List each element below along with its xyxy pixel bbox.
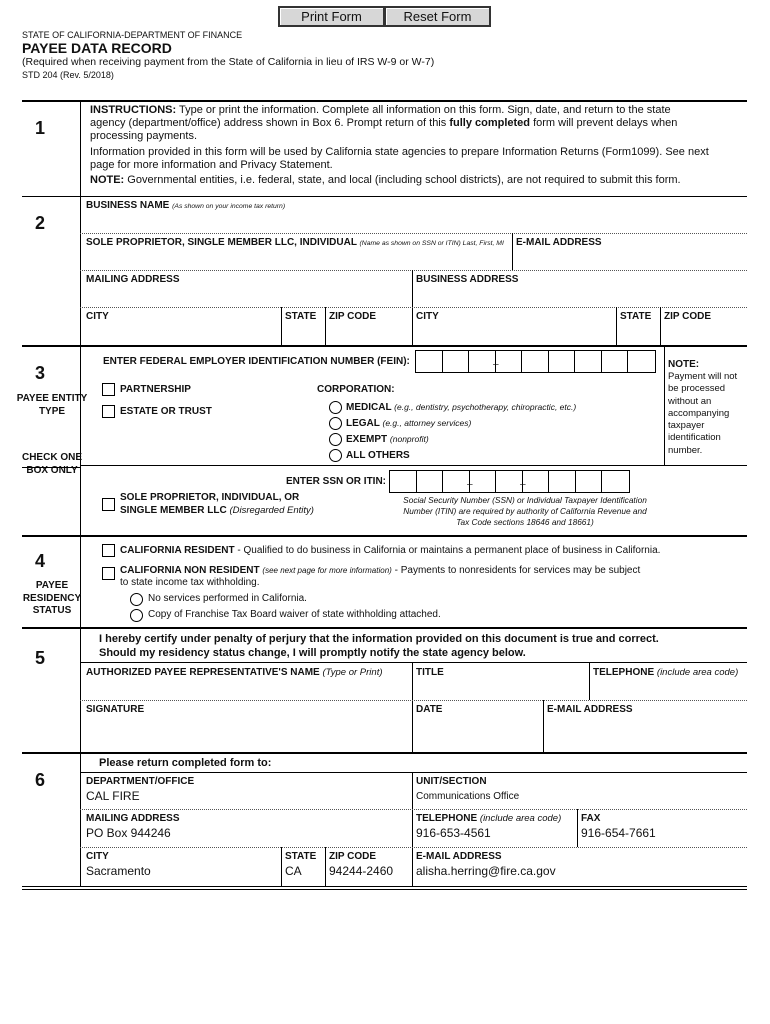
sole-prop-label: SOLE PROPRIETOR, SINGLE MEMBER LLC, INDIVIDUAL (Name as shown on SSN or ITIN) Last, First, MI: [86, 237, 504, 248]
state-label: STATE: [285, 311, 317, 322]
section-6-number: 6: [34, 770, 45, 790]
section-4-number: 4: [34, 551, 45, 571]
corporation-label: CORPORATION:: [317, 384, 395, 395]
city-value: Sacramento: [86, 864, 151, 878]
email-value: alisha.herring@fire.ca.gov: [416, 864, 556, 878]
section-3-number: 3: [34, 363, 45, 383]
estate-checkbox[interactable]: [102, 405, 115, 418]
city-label-6: CITY: [86, 851, 109, 862]
fax-label: FAX: [581, 813, 601, 824]
date-label: DATE: [416, 704, 443, 715]
no-services-label: No services performed in California.: [148, 593, 307, 604]
note-label: NOTE:: [668, 359, 700, 370]
mailing-address-value: PO Box 944246: [86, 826, 171, 840]
partnership-checkbox[interactable]: [102, 383, 115, 396]
rep-name-label: AUTHORIZED PAYEE REPRESENTATIVE'S NAME (Type or Print): [86, 667, 383, 678]
state-value: CA: [285, 864, 302, 878]
certification: I hereby certify under penalty of perjury that the information provided on this document is true and correct. Should my residency status change, I will promptly notify the state agency below.: [99, 633, 659, 659]
city-label: CITY: [86, 311, 109, 322]
waiver-label: Copy of Franchise Tax Board waiver of state withholding attached.: [148, 609, 441, 620]
section-5-number: 5: [34, 648, 45, 668]
ssn-input[interactable]: – –: [389, 470, 630, 493]
state-label-2: STATE: [620, 311, 652, 322]
estate-label: ESTATE OR TRUST: [120, 406, 212, 417]
email-label: E-MAIL ADDRESS: [516, 237, 602, 248]
sole-prop-option-2: SINGLE MEMBER LLC (Disregarded Entity): [120, 505, 314, 516]
unit-section-label: UNIT/SECTION: [416, 776, 487, 787]
nonresident-checkbox[interactable]: [102, 567, 115, 580]
dept-office-label: DEPARTMENT/OFFICE: [86, 776, 195, 787]
check-one-box-label: CHECK ONE BOX ONLY: [21, 452, 82, 476]
resident-checkbox[interactable]: [102, 544, 115, 557]
medical-label: MEDICAL (e.g., dentistry, psychotherapy, chiropractic, etc.): [346, 402, 577, 413]
form-subtitle: (Required when receiving payment from the State of California in lieu of IRS W-9 or W-7): [22, 56, 435, 68]
instructions: INSTRUCTIONS: Type or print the information. Complete all information on this form. Sign, date, and return to the state agency (department/office) address shown in Box 6. Prompt return of this fully completed form will prevent delays when processing payments. Information provided in this form will be used by California state agencies to prepare Information Returns (Form1099). See next page for more information and Privacy Statement. NOTE: Governmental entities, i.e. federal, state, and local (including school districts), are not required to submit this form.: [90, 104, 709, 186]
all-others-radio[interactable]: [329, 449, 342, 462]
fein-input[interactable]: –: [415, 350, 656, 373]
zip-label-2: ZIP CODE: [664, 311, 712, 322]
section-divider: [80, 100, 81, 886]
zip-label: ZIP CODE: [329, 311, 377, 322]
section-1-number: 1: [34, 118, 45, 138]
exempt-label: EXEMPT (nonprofit): [346, 434, 429, 445]
note-text: Payment will not be processed without an accompanying taxpayer identification number.: [668, 371, 738, 456]
payee-entity-type-label: PAYEE ENTITY TYPE: [16, 393, 88, 417]
partnership-label: PARTNERSHIP: [120, 384, 191, 395]
s1-rule: [22, 196, 747, 197]
top-rule: [22, 100, 747, 102]
business-name-label: BUSINESS NAME (As shown on your income tax return): [86, 200, 286, 211]
title-label: TITLE: [416, 667, 444, 678]
no-services-radio[interactable]: [130, 593, 143, 606]
legal-radio[interactable]: [329, 417, 342, 430]
medical-radio[interactable]: [329, 401, 342, 414]
sole-prop-checkbox[interactable]: [102, 498, 115, 511]
city-label-2: CITY: [416, 311, 439, 322]
state-label-6: STATE: [285, 851, 317, 862]
exempt-radio[interactable]: [329, 433, 342, 446]
legal-label: LEGAL (e.g., attorney services): [346, 418, 472, 429]
mailing-address-label: MAILING ADDRESS: [86, 274, 180, 285]
payee-residency-label: PAYEE RESIDENCY STATUS: [22, 580, 82, 616]
return-to-label: Please return completed form to:: [99, 757, 272, 769]
rep-email-label: E-MAIL ADDRESS: [547, 704, 633, 715]
sole-prop-option: SOLE PROPRIETOR, INDIVIDUAL, OR: [120, 492, 300, 503]
ssn-label: ENTER SSN OR ITIN:: [286, 476, 387, 487]
mailing-address-label-6: MAILING ADDRESS: [86, 813, 180, 824]
bottom-rule-2: [22, 889, 747, 890]
form-title: PAYEE DATA RECORD: [22, 40, 172, 56]
unit-section-value: Communications Office: [416, 791, 520, 802]
agency-name: STATE OF CALIFORNIA-DEPARTMENT OF FINANCE: [22, 30, 243, 40]
waiver-radio[interactable]: [130, 609, 143, 622]
zip-value: 94244-2460: [329, 864, 394, 878]
bottom-rule: [22, 886, 747, 887]
zip-label-6: ZIP CODE: [329, 851, 377, 862]
form-id: STD 204 (Rev. 5/2018): [22, 70, 114, 80]
telephone-label-6: TELEPHONE (include area code): [416, 813, 562, 824]
fax-value: 916-654-7661: [581, 826, 656, 840]
ssn-note: Social Security Number (SSN) or Individual Taxpayer Identification Number (ITIN) are required by authority of California Revenue and Tax Code sections 18646 and 18661): [403, 495, 647, 527]
dept-office-value: CAL FIRE: [86, 789, 140, 803]
nonresident-label-2: to state income tax withholding.: [120, 577, 260, 588]
nonresident-label: CALIFORNIA NON RESIDENT (see next page for more information) - Payments to nonresidents for services may be subject: [120, 565, 641, 576]
reset-form-button[interactable]: Reset Form: [384, 6, 491, 27]
all-others-label: ALL OTHERS: [346, 450, 410, 461]
telephone-label: TELEPHONE (include area code): [593, 667, 739, 678]
resident-label: CALIFORNIA RESIDENT - Qualified to do business in California or maintains a permanent place of business in California.: [120, 545, 661, 556]
business-address-label: BUSINESS ADDRESS: [416, 274, 519, 285]
signature-label: SIGNATURE: [86, 704, 145, 715]
telephone-value: 916-653-4561: [416, 826, 491, 840]
print-form-button[interactable]: Print Form: [278, 6, 385, 27]
email-label-6: E-MAIL ADDRESS: [416, 851, 502, 862]
section-2-number: 2: [34, 213, 45, 233]
fein-label: ENTER FEDERAL EMPLOYER IDENTIFICATION NUMBER (FEIN):: [103, 356, 410, 367]
